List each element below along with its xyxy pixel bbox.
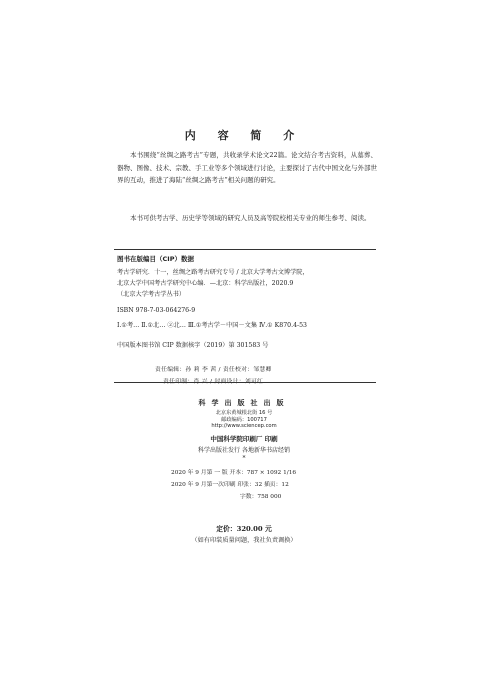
word-count-line: 字数：758 000 [240,494,282,500]
publisher-address: 北京东黄城根北街 16 号 [215,410,273,416]
cip-isbn-line: ISBN 978-7-03-064276-9 [117,307,196,314]
cip-top-rule [114,249,376,250]
publisher-website: http://www.sciencep.com [211,423,277,429]
summary-paragraph-1: 本书围绕“丝绸之路考古”专题，共收录学术论文22篇。论文结合考古资料，从墓葬、器物、图像、技术、宗教、手工业等多个领域进行讨论，主要探讨了古代中国文化与外部世界的互动，推进了海陆“丝绸之路考古”相关问题的研究。 [117,151,377,184]
cip-series-line: （北京大学考古学丛书） [117,291,186,298]
distribution-line: 科学出版社发行 各地新华书店经销 [198,447,290,454]
editor-credits: 责任编辑：孙 莉 李 茜 / 责任校对：邹慧卿 [155,367,272,373]
content-summary-title: 内 容 简 介 [184,129,304,142]
cip-heading: 图书在版编目（CIP）数据 [117,255,194,263]
cip-title-line: 考古学研究．十一，丝绸之路考古研究专号 / 北京大学考古文博学院， [117,269,309,276]
cip-subject-line: Ⅰ.①考… Ⅱ.①北… ②北… Ⅲ.①考古学－中国－文集 Ⅳ.① K870.4-53 [117,322,307,329]
cip-publisher-line: 北京大学中国考古学研究中心编．—北京：科学出版社，2020.9 [117,280,294,287]
cip-record-line: 中国版本图书馆 CIP 数据核字（2019）第 301583 号 [117,342,269,349]
defect-notice: （如有印装质量问题，我社负责调换） [191,537,297,544]
divider-mark: * [242,455,246,462]
price: 定价：320.00 元 [216,525,272,533]
edition-line: 2020 年 9 月第 一 版 开本：787 × 1092 1/16 [171,470,297,476]
summary-paragraph-2: 本书可供考古学、历史学等领域的研究人员及高等院校相关专业的师生参考、阅读。 [130,214,371,222]
printing-line: 2020 年 9 月第一次印刷 印张：32 插页：12 [171,482,289,488]
printer-name: 中国科学院印刷厂 印刷 [210,435,278,443]
production-credits: 责任印制：肖 兴 / 封面设计：刘可红 [163,379,264,385]
publisher-name: 科学出版社出版 [198,398,290,407]
credits-rule [114,382,376,383]
publisher-postcode: 邮政编码：100717 [221,417,267,423]
